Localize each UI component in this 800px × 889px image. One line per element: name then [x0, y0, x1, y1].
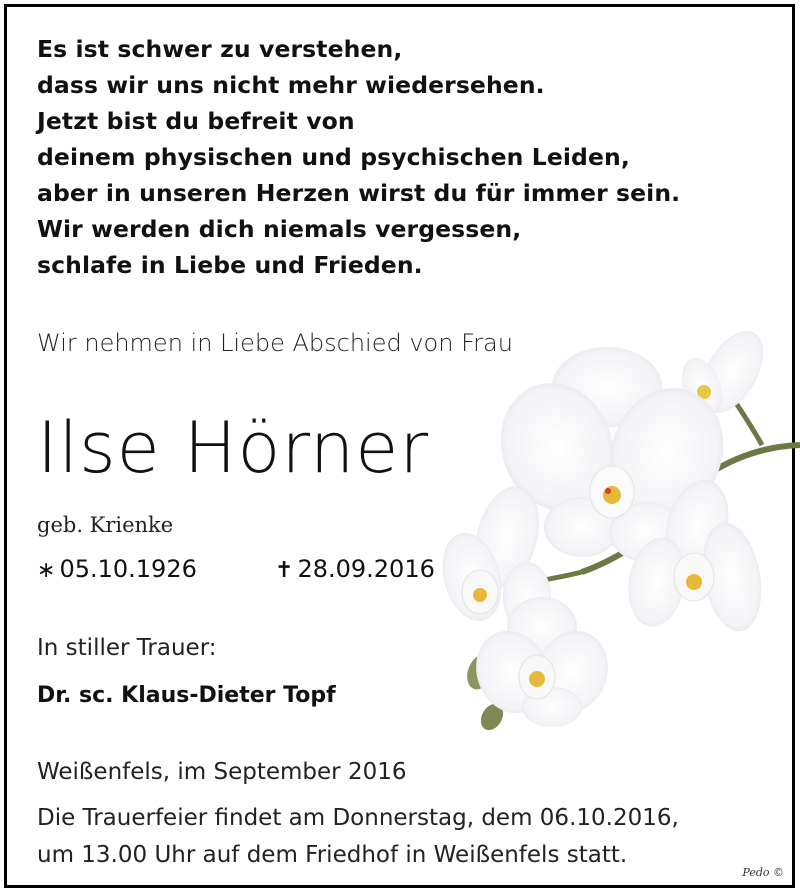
poem-line: deinem physischen und psychischen Leiden, [37, 143, 630, 171]
credit-mark: Pedo © [742, 866, 784, 879]
maiden-name: geb. Krienke [37, 513, 174, 537]
poem-line: Jetzt bist du befreit von [37, 107, 355, 135]
cross-icon: ✝ [275, 558, 294, 583]
poem-line: schlafe in Liebe und Frieden. [37, 251, 423, 279]
deceased-name: Ilse Hörner [37, 407, 430, 489]
poem [37, 31, 680, 283]
place-date: Weißenfels, im September 2016 [37, 759, 407, 785]
farewell-intro: Wir nehmen in Liebe Abschied von Frau [37, 329, 513, 357]
death-date: 28.09.2016 [297, 555, 435, 583]
signer-name: Dr. sc. Klaus-Dieter Topf [37, 683, 336, 708]
ceremony-line: um 13.00 Uhr auf dem Friedhof in Weißenfels statt. [37, 842, 628, 868]
obituary-frame [4, 4, 795, 888]
death-date-group [275, 555, 435, 583]
poem-line: dass wir uns nicht mehr wiedersehen. [37, 71, 545, 99]
life-dates [37, 555, 435, 583]
birth-star-icon: ∗ [37, 558, 56, 583]
ceremony-line: Die Trauerfeier findet am Donnerstag, dem 06.10.2016, [37, 805, 679, 831]
poem-line: aber in unseren Herzen wirst du für immer sein. [37, 179, 681, 207]
poem-line: Wir werden dich niemals vergessen, [37, 215, 522, 243]
ceremony-info [37, 800, 679, 874]
birth-date: 05.10.1926 [59, 555, 197, 583]
mourning-label: In stiller Trauer: [37, 635, 217, 661]
poem-line: Es ist schwer zu verstehen, [37, 35, 403, 63]
orchid-icon [432, 327, 800, 737]
